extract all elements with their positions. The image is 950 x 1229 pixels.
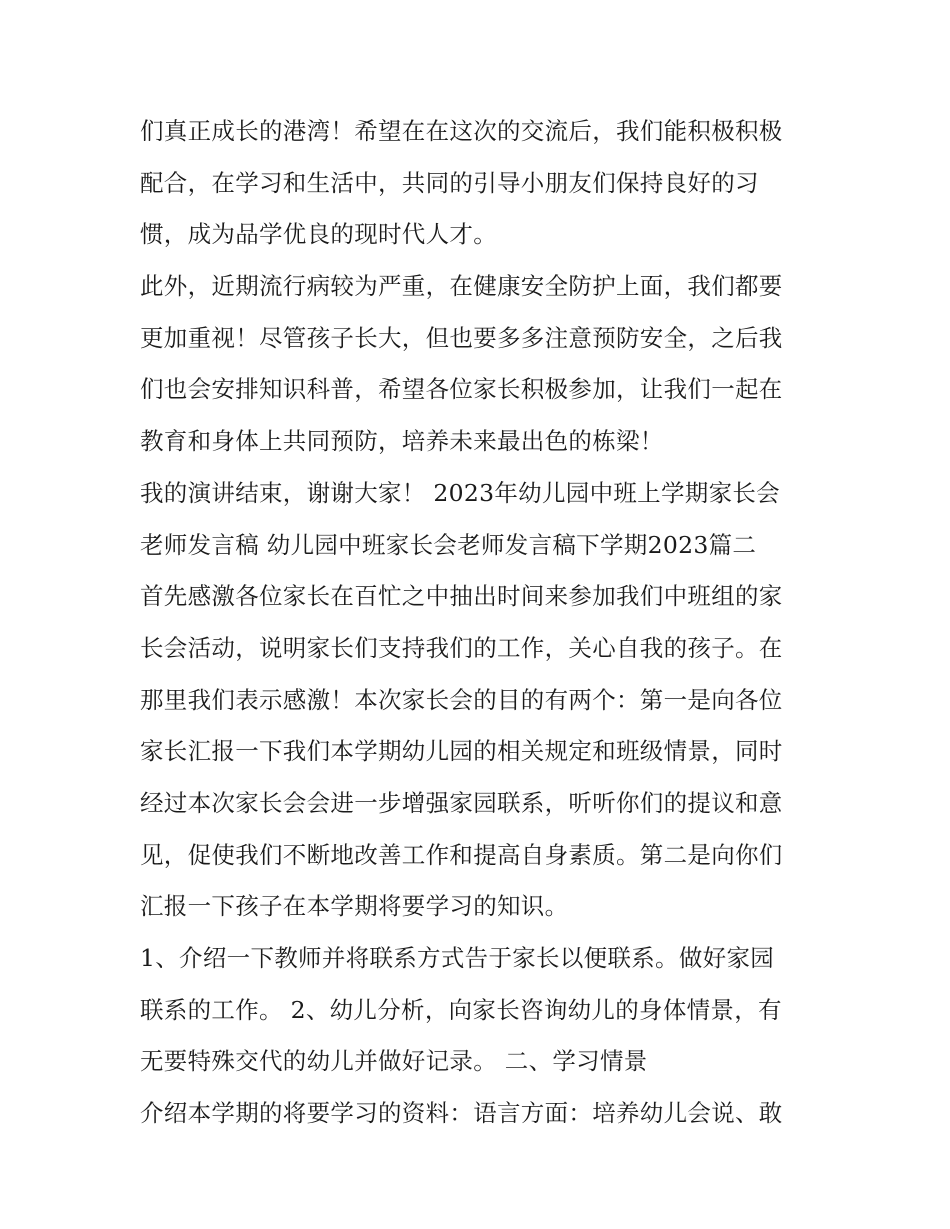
text-line: 教育和身体上共同预防，培养未来最出色的栋梁！ [140, 427, 664, 456]
text-line: 们也会安排知识科普，希望各位家长积极参加，让我们一起在 [140, 375, 783, 404]
text-line: 配合，在学习和生活中，共同的引导小朋友们保持良好的习 [140, 168, 759, 197]
document-body [140, 106, 820, 1140]
text-line: 汇报一下孩子在本学期将要学习的知识。 [140, 892, 569, 921]
text-line: 我的演讲结束，谢谢大家！ 2023年幼儿园中班上学期家长会 [140, 478, 780, 507]
text-line: 见，促使我们不断地改善工作和提高自身素质。第二是向你们 [140, 840, 783, 869]
text-line: 那里我们表示感激！本次家长会的目的有两个：第一是向各位 [140, 685, 783, 714]
text-line: 经过本次家长会会进一步增强家园联系，听听你们的提议和意 [140, 788, 783, 817]
text-line: 此外，近期流行病较为严重，在健康安全防护上面，我们都要 [140, 272, 783, 301]
text-line: 长会活动，说明家长们支持我们的工作，关心自我的孩子。在 [140, 633, 783, 662]
text-line: 无要特殊交代的幼儿并做好记录。 二、学习情景 [140, 1047, 648, 1076]
text-line: 惯，成为品学优良的现时代人才。 [140, 220, 497, 249]
text-line: 1、介绍一下教师并将联系方式告于家长以便联系。做好家园 [140, 944, 775, 972]
text-line: 们真正成长的港湾！希望在在这次的交流后，我们能积极积极 [140, 117, 783, 145]
text-line: 更加重视！尽管孩子长大，但也要多多注意预防安全，之后我 [140, 323, 783, 352]
text-line: 家长汇报一下我们本学期幼儿园的相关规定和班级情景，同时 [140, 737, 783, 766]
text-line: 联系的工作。 2、幼儿分析，向家长咨询幼儿的身体情景，有 [140, 995, 782, 1024]
text-line: 老师发言稿 幼儿园中班家长会老师发言稿下学期2023篇二 [140, 530, 757, 559]
text-line: 首先感激各位家长在百忙之中抽出时间来参加我们中班组的家 [140, 582, 783, 611]
text-line: 介绍本学期的将要学习的资料：语言方面：培养幼儿会说、敢 [140, 1099, 783, 1128]
